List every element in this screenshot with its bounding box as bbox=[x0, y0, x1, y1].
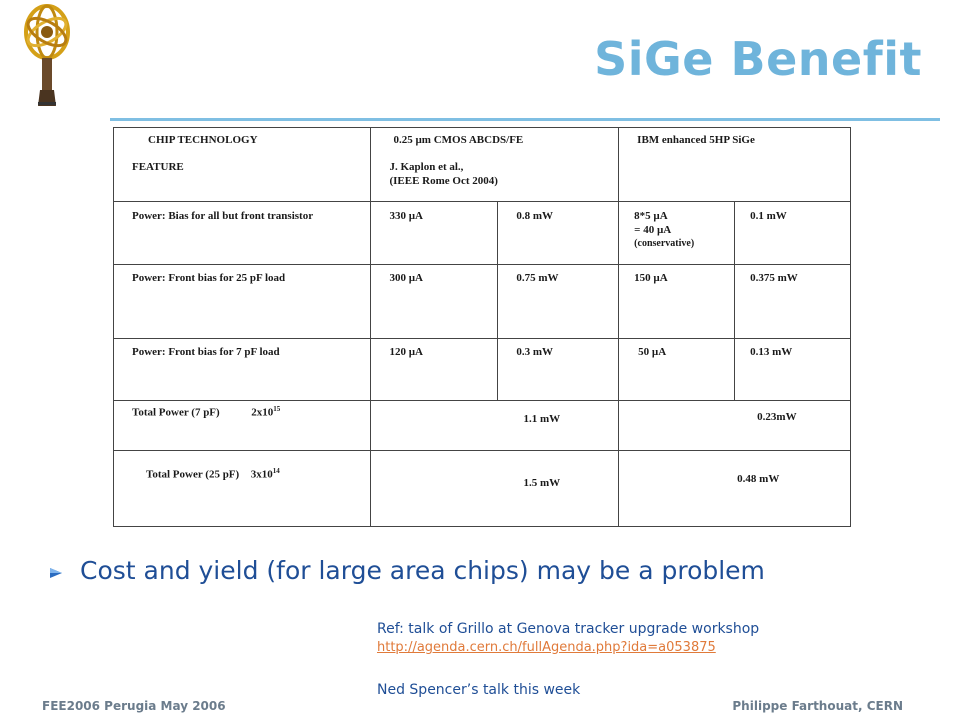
header-sige-cell bbox=[619, 128, 851, 202]
reference-text: Ref: talk of Grillo at Genova tracker upgrade workshop bbox=[377, 621, 760, 637]
sige-power: 0.1 mW bbox=[750, 210, 787, 222]
sige-power: 0.375 mW bbox=[750, 272, 798, 284]
atlas-logo-icon bbox=[22, 2, 72, 106]
header-cmos-cell bbox=[371, 128, 619, 202]
sige-current: 150 µA bbox=[634, 272, 668, 284]
ned-spencer-note: Ned Spencer’s talk this week bbox=[377, 682, 581, 698]
row-feature: Power: Bias for all but front transistor bbox=[132, 210, 314, 222]
footer-conference: FEE2006 Perugia May 2006 bbox=[42, 699, 226, 713]
reference-link[interactable]: http://agenda.cern.ch/fullAgenda.php?ida=a053875 bbox=[377, 640, 716, 655]
footer-author: Philippe Farthouat, CERN bbox=[732, 699, 903, 713]
bullet-text: Cost and yield (for large area chips) may be a problem bbox=[80, 556, 765, 585]
sige-current: 50 µA bbox=[638, 346, 667, 358]
cmos-reference-date: (IEEE Rome Oct 2004) bbox=[389, 175, 498, 187]
channel-count: 2x10 bbox=[251, 406, 274, 419]
row-feature: Power: Front bias for 7 pF load bbox=[132, 346, 280, 358]
cmos-total: 1.5 mW bbox=[523, 477, 561, 489]
table-row bbox=[114, 339, 851, 401]
total-row bbox=[114, 451, 851, 527]
total-label: Total Power (7 pF) bbox=[132, 406, 220, 419]
cmos-current: 300 µA bbox=[389, 272, 424, 284]
sige-total: 0.23mW bbox=[757, 411, 797, 423]
cmos-title: 0.25 µm CMOS ABCDS/FE bbox=[393, 134, 524, 146]
cmos-current: 120 µA bbox=[389, 346, 424, 358]
slide-title: SiGe Benefit bbox=[594, 32, 922, 86]
channel-count: 3x10 bbox=[250, 468, 273, 481]
total-row bbox=[114, 401, 851, 451]
arrow-bullet-icon bbox=[49, 566, 63, 580]
comparison-table bbox=[113, 127, 851, 527]
total-label-7pf bbox=[114, 401, 370, 419]
cmos-power: 0.8 mW bbox=[516, 210, 553, 222]
cmos-current: 330 µA bbox=[389, 210, 424, 222]
row-feature: Power: Front bias for 25 pF load bbox=[132, 272, 286, 284]
total-label: Total Power (25 pF) bbox=[146, 468, 240, 481]
channel-exponent: 14 bbox=[272, 467, 280, 475]
sige-current-total: = 40 µA bbox=[634, 224, 672, 236]
table-row bbox=[114, 265, 851, 339]
cmos-reference: J. Kaplon et al., bbox=[389, 161, 464, 173]
header-feature-cell bbox=[114, 128, 371, 202]
channel-exponent: 15 bbox=[273, 405, 281, 413]
table-row bbox=[114, 202, 851, 265]
cmos-power: 0.75 mW bbox=[516, 272, 559, 284]
cmos-power: 0.3 mW bbox=[516, 346, 553, 358]
feature-label: FEATURE bbox=[132, 161, 184, 173]
chip-technology-label: CHIP TECHNOLOGY bbox=[148, 134, 258, 146]
sige-title: IBM enhanced 5HP SiGe bbox=[637, 134, 755, 146]
sige-power: 0.13 mW bbox=[750, 346, 793, 358]
sige-note: (conservative) bbox=[634, 238, 695, 249]
sige-current: 8*5 µA bbox=[634, 210, 668, 222]
table-header-row bbox=[114, 128, 851, 202]
title-divider bbox=[110, 118, 940, 121]
total-label-25pf bbox=[114, 451, 370, 481]
cmos-total: 1.1 mW bbox=[523, 413, 561, 425]
sige-total: 0.48 mW bbox=[737, 473, 780, 485]
